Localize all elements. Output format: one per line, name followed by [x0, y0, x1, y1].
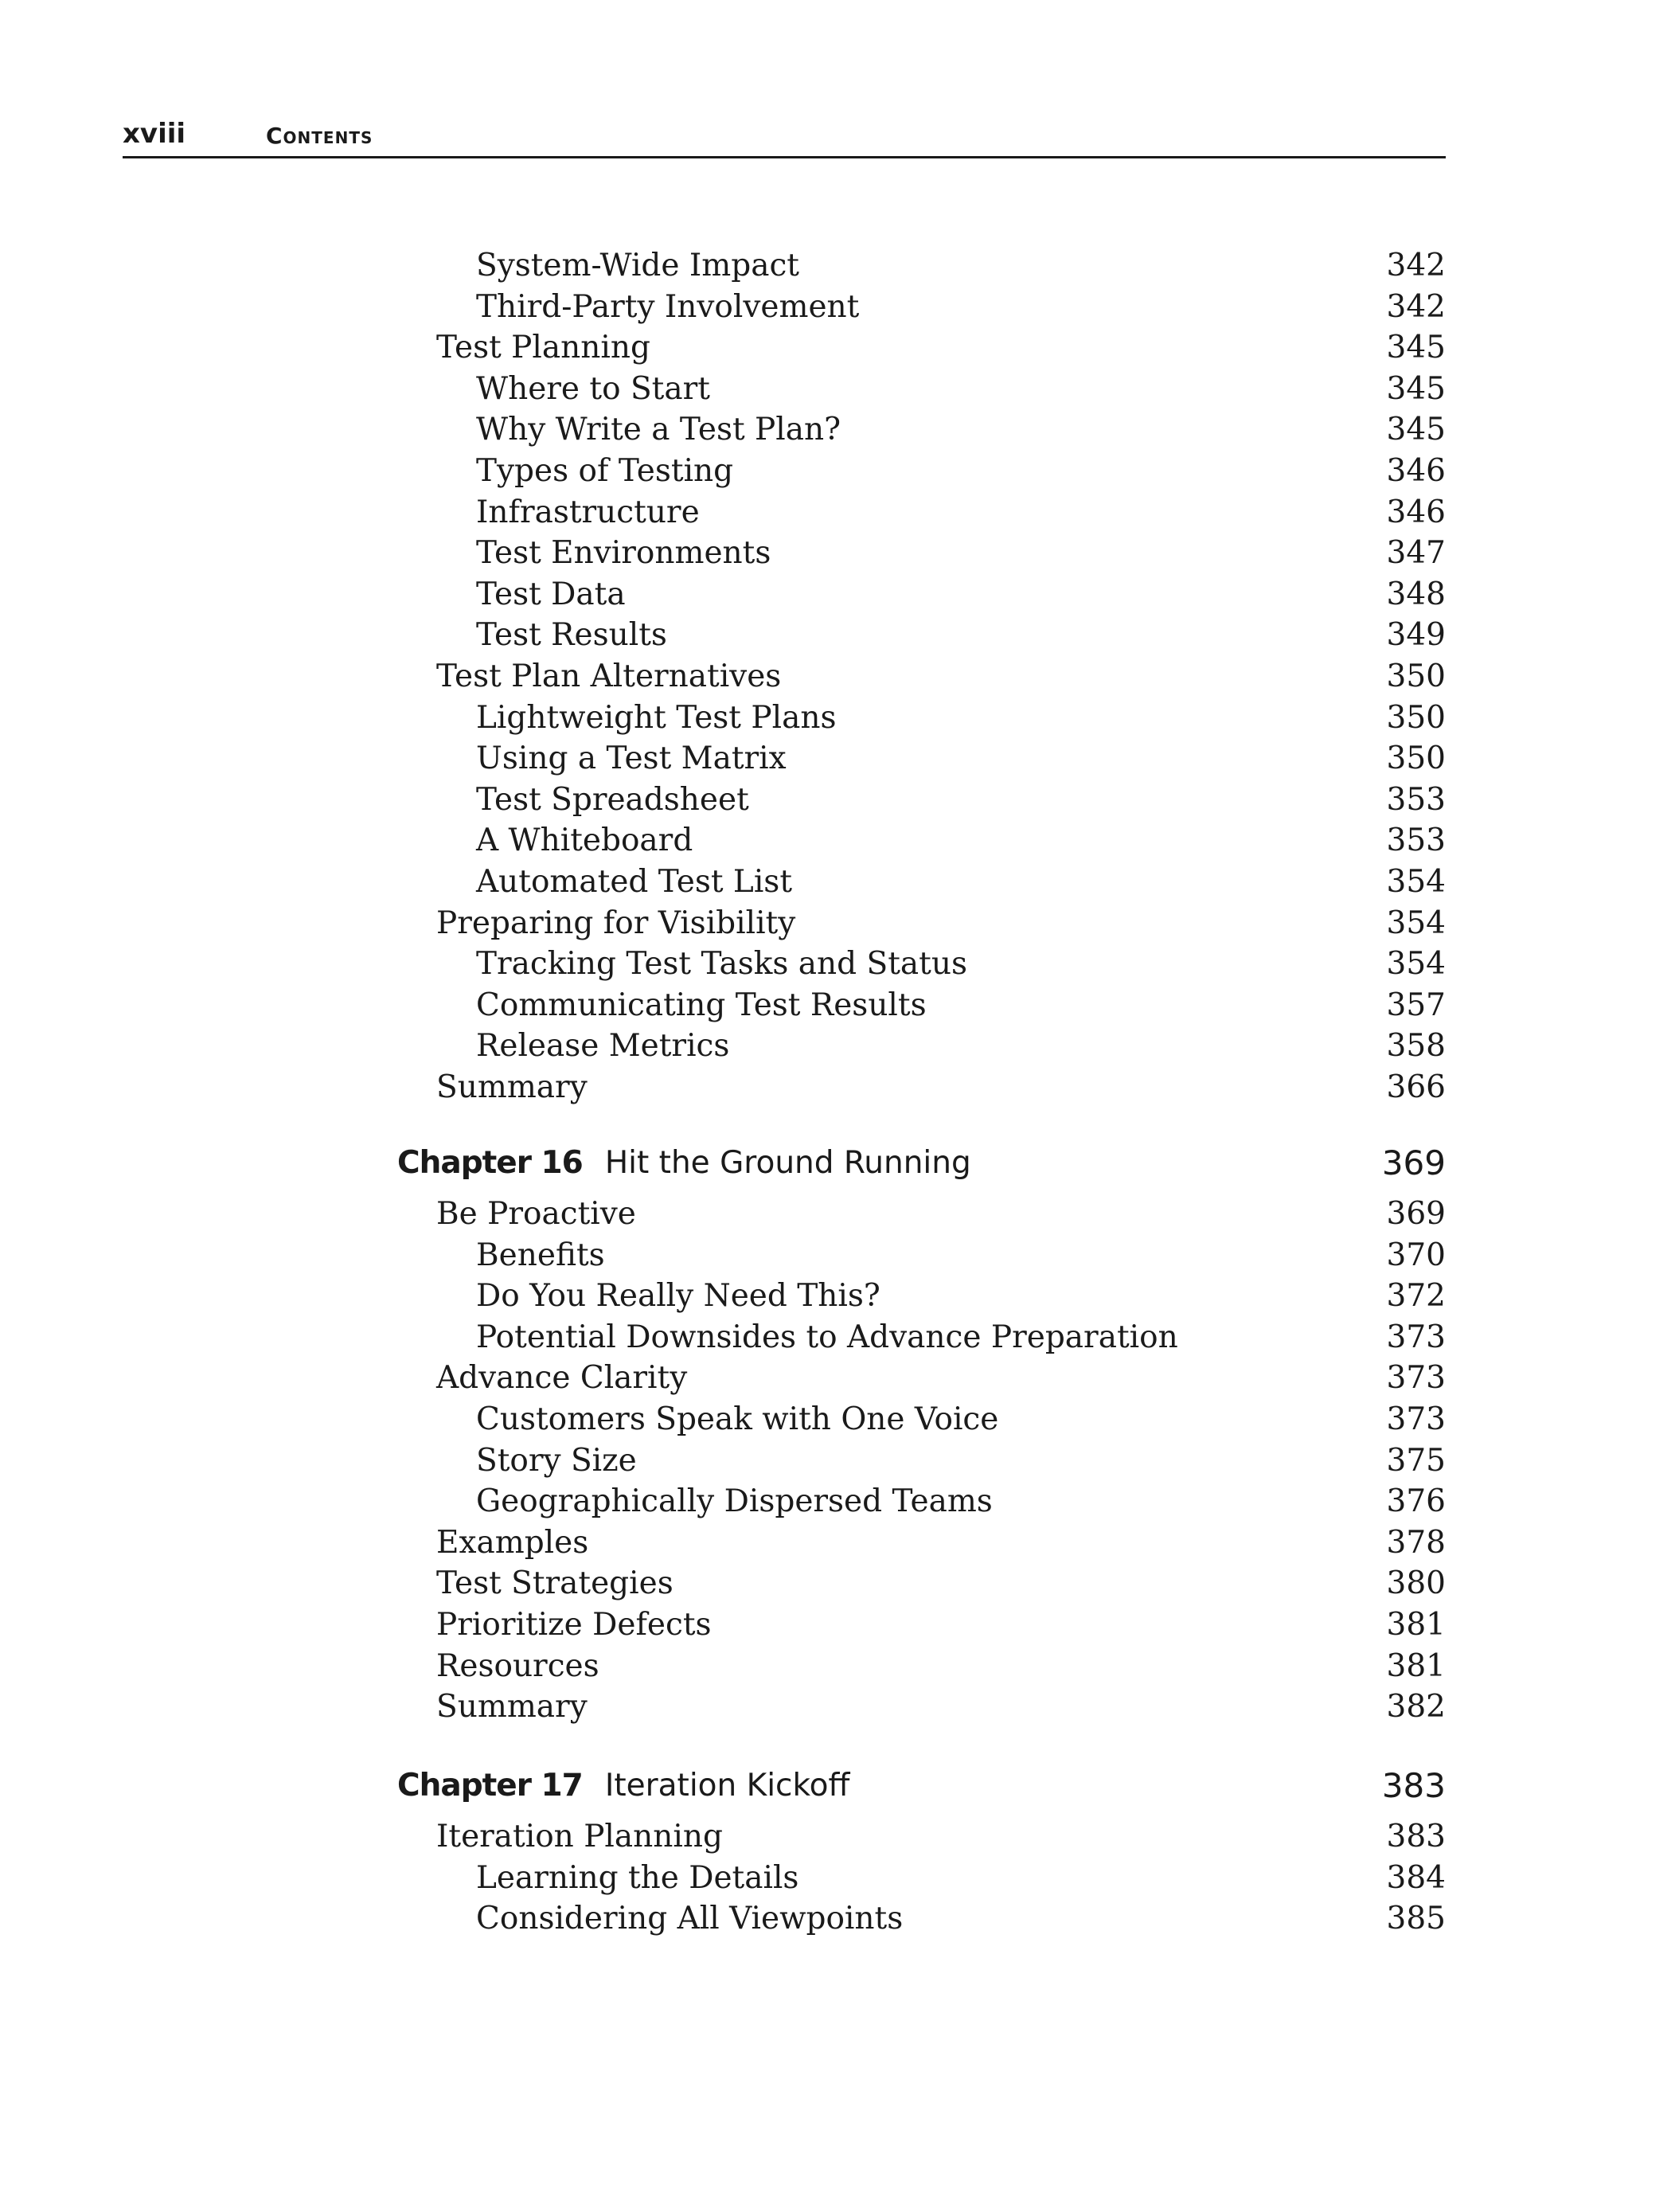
chapter-heading-text: [397, 1143, 971, 1183]
entry-title: Preparing for Visibility: [436, 905, 796, 941]
entry-page-number: 378: [1386, 1524, 1446, 1561]
entry-page-number: 373: [1386, 1319, 1446, 1355]
chapter-heading-text: [397, 1766, 849, 1806]
chapter-title: Iteration Kickoff: [604, 1768, 850, 1804]
entry-page-number: 372: [1386, 1278, 1446, 1315]
entry-title: Lightweight Test Plans: [476, 699, 837, 736]
toc-subsection-entry: [476, 780, 1446, 820]
toc-section-entry: [436, 1068, 1446, 1108]
toc-subsection-entry: [476, 1899, 1446, 1939]
entry-title: Customers Speak with One Voice: [476, 1401, 999, 1437]
page-header: [123, 118, 1446, 156]
entry-page-number: 350: [1386, 659, 1446, 694]
entry-page-number: 350: [1386, 699, 1446, 736]
entry-title: Learning the Details: [476, 1859, 799, 1896]
chapter-heading: [397, 1143, 1446, 1183]
toc-section-entry: [436, 1194, 1446, 1234]
entry-title: Benefits: [476, 1237, 605, 1273]
entry-title: A Whiteboard: [476, 823, 693, 859]
toc-subsection-entry: [476, 1026, 1446, 1066]
entry-title: Summary: [436, 1689, 588, 1725]
entry-page-number: 373: [1386, 1401, 1446, 1437]
toc-subsection-entry: [476, 616, 1446, 655]
toc-subsection-entry: [476, 1858, 1446, 1898]
entry-page-number: 348: [1386, 576, 1446, 612]
entry-title: Be Proactive: [436, 1196, 636, 1232]
toc-subsection-entry: [476, 1441, 1446, 1481]
toc-subsection-entry: [476, 1236, 1446, 1276]
entry-title: Resources: [436, 1647, 599, 1684]
toc-section-entry: [436, 1687, 1446, 1727]
entry-page-number: 345: [1386, 370, 1446, 407]
entry-title: Using a Test Matrix: [476, 741, 787, 777]
entry-title: Test Strategies: [436, 1565, 674, 1602]
entry-title: Summary: [436, 1069, 588, 1105]
chapter-label: Chapter 17: [397, 1768, 583, 1804]
toc-subsection-entry: [476, 862, 1446, 902]
entry-page-number: 381: [1386, 1607, 1446, 1643]
entry-title: Prioritize Defects: [436, 1607, 712, 1643]
entry-page-number: 384: [1386, 1859, 1446, 1896]
entry-page-number: 342: [1386, 248, 1446, 283]
entry-page-number: 385: [1386, 1901, 1446, 1937]
entry-title: Story Size: [476, 1442, 637, 1479]
entry-title: Potential Downsides to Advance Preparation: [476, 1319, 1178, 1355]
toc-section-entry: [436, 1647, 1446, 1686]
toc-section-entry: [436, 328, 1446, 368]
chapter-label: Chapter 16: [397, 1145, 583, 1181]
entry-title: Why Write a Test Plan?: [476, 412, 841, 448]
entry-page-number: 380: [1386, 1565, 1446, 1602]
entry-title: Types of Testing: [476, 453, 734, 489]
entry-page-number: 354: [1386, 946, 1446, 983]
entry-title: Test Plan Alternatives: [436, 659, 782, 694]
entry-page-number: 345: [1386, 330, 1446, 366]
toc-subsection-entry: [476, 1482, 1446, 1522]
entry-page-number: 354: [1386, 905, 1446, 941]
entry-title: Considering All Viewpoints: [476, 1901, 904, 1937]
entry-title: Tracking Test Tasks and Status: [476, 946, 967, 983]
entry-page-number: 370: [1386, 1237, 1446, 1273]
entry-page-number: 347: [1386, 535, 1446, 572]
toc-subsection-entry: [476, 739, 1446, 779]
entry-title: Advance Clarity: [436, 1360, 688, 1397]
entry-title: Test Planning: [436, 330, 650, 366]
toc-section-entry: [436, 1817, 1446, 1857]
entry-page-number: 373: [1386, 1360, 1446, 1397]
entry-page-number: 346: [1386, 453, 1446, 489]
entry-page-number: 353: [1386, 823, 1446, 859]
page-folio: xviii: [123, 118, 186, 150]
toc-section-entry: [436, 1564, 1446, 1604]
toc-section-entry: [436, 1358, 1446, 1398]
entry-page-number: 376: [1386, 1483, 1446, 1520]
entry-page-number: 358: [1386, 1028, 1446, 1065]
chapter-page-number: 383: [1381, 1766, 1446, 1805]
toc-subsection-entry: [476, 493, 1446, 533]
toc-section-entry: [436, 657, 1446, 697]
chapter-title: Hit the Ground Running: [604, 1145, 971, 1181]
running-head: Contents: [266, 123, 373, 149]
toc-subsection-entry: [476, 575, 1446, 615]
entry-title: Release Metrics: [476, 1028, 730, 1065]
entry-page-number: 350: [1386, 741, 1446, 777]
toc-subsection-entry: [476, 410, 1446, 450]
toc-section-entry: [436, 1605, 1446, 1645]
toc-section-entry: [436, 904, 1446, 944]
chapter-heading: [397, 1766, 1446, 1806]
entry-title: Geographically Dispersed Teams: [476, 1483, 993, 1520]
toc-subsection-entry: [476, 698, 1446, 738]
toc-subsection-entry: [476, 1318, 1446, 1358]
entry-page-number: 383: [1386, 1819, 1446, 1854]
entry-title: Test Data: [476, 576, 626, 612]
toc-subsection-entry: [476, 533, 1446, 573]
toc-subsection-entry: [476, 287, 1446, 327]
toc-subsection-entry: [476, 1400, 1446, 1440]
entry-title: Do You Really Need This?: [476, 1278, 880, 1315]
toc-subsection-entry: [476, 246, 1446, 286]
entry-title: Third-Party Involvement: [476, 288, 860, 325]
entry-page-number: 381: [1386, 1647, 1446, 1684]
toc-subsection-entry: [476, 369, 1446, 409]
entry-page-number: 382: [1386, 1689, 1446, 1725]
entry-page-number: 366: [1386, 1069, 1446, 1105]
entry-title: Where to Start: [476, 370, 710, 407]
entry-title: Automated Test List: [476, 864, 792, 900]
entry-page-number: 354: [1386, 864, 1446, 900]
entry-page-number: 346: [1386, 494, 1446, 530]
header-rule: [123, 156, 1446, 158]
entry-page-number: 353: [1386, 781, 1446, 818]
entry-title: Test Environments: [476, 535, 771, 572]
entry-page-number: 345: [1386, 412, 1446, 448]
toc-subsection-entry: [476, 986, 1446, 1026]
entry-title: Test Results: [476, 617, 667, 654]
chapter-page-number: 369: [1381, 1143, 1446, 1182]
toc-subsection-entry: [476, 944, 1446, 984]
entry-page-number: 357: [1386, 987, 1446, 1023]
entry-title: System-Wide Impact: [476, 248, 799, 283]
toc-subsection-entry: [476, 451, 1446, 491]
entry-title: Iteration Planning: [436, 1819, 723, 1854]
entry-page-number: 375: [1386, 1442, 1446, 1479]
toc-subsection-entry: [476, 821, 1446, 861]
entry-page-number: 342: [1386, 288, 1446, 325]
toc-subsection-entry: [476, 1276, 1446, 1316]
entry-page-number: 349: [1386, 617, 1446, 654]
entry-title: Communicating Test Results: [476, 987, 927, 1023]
toc-section-entry: [436, 1523, 1446, 1563]
entry-title: Infrastructure: [476, 494, 700, 530]
entry-title: Test Spreadsheet: [476, 781, 749, 818]
entry-page-number: 369: [1386, 1196, 1446, 1232]
entry-title: Examples: [436, 1524, 589, 1561]
